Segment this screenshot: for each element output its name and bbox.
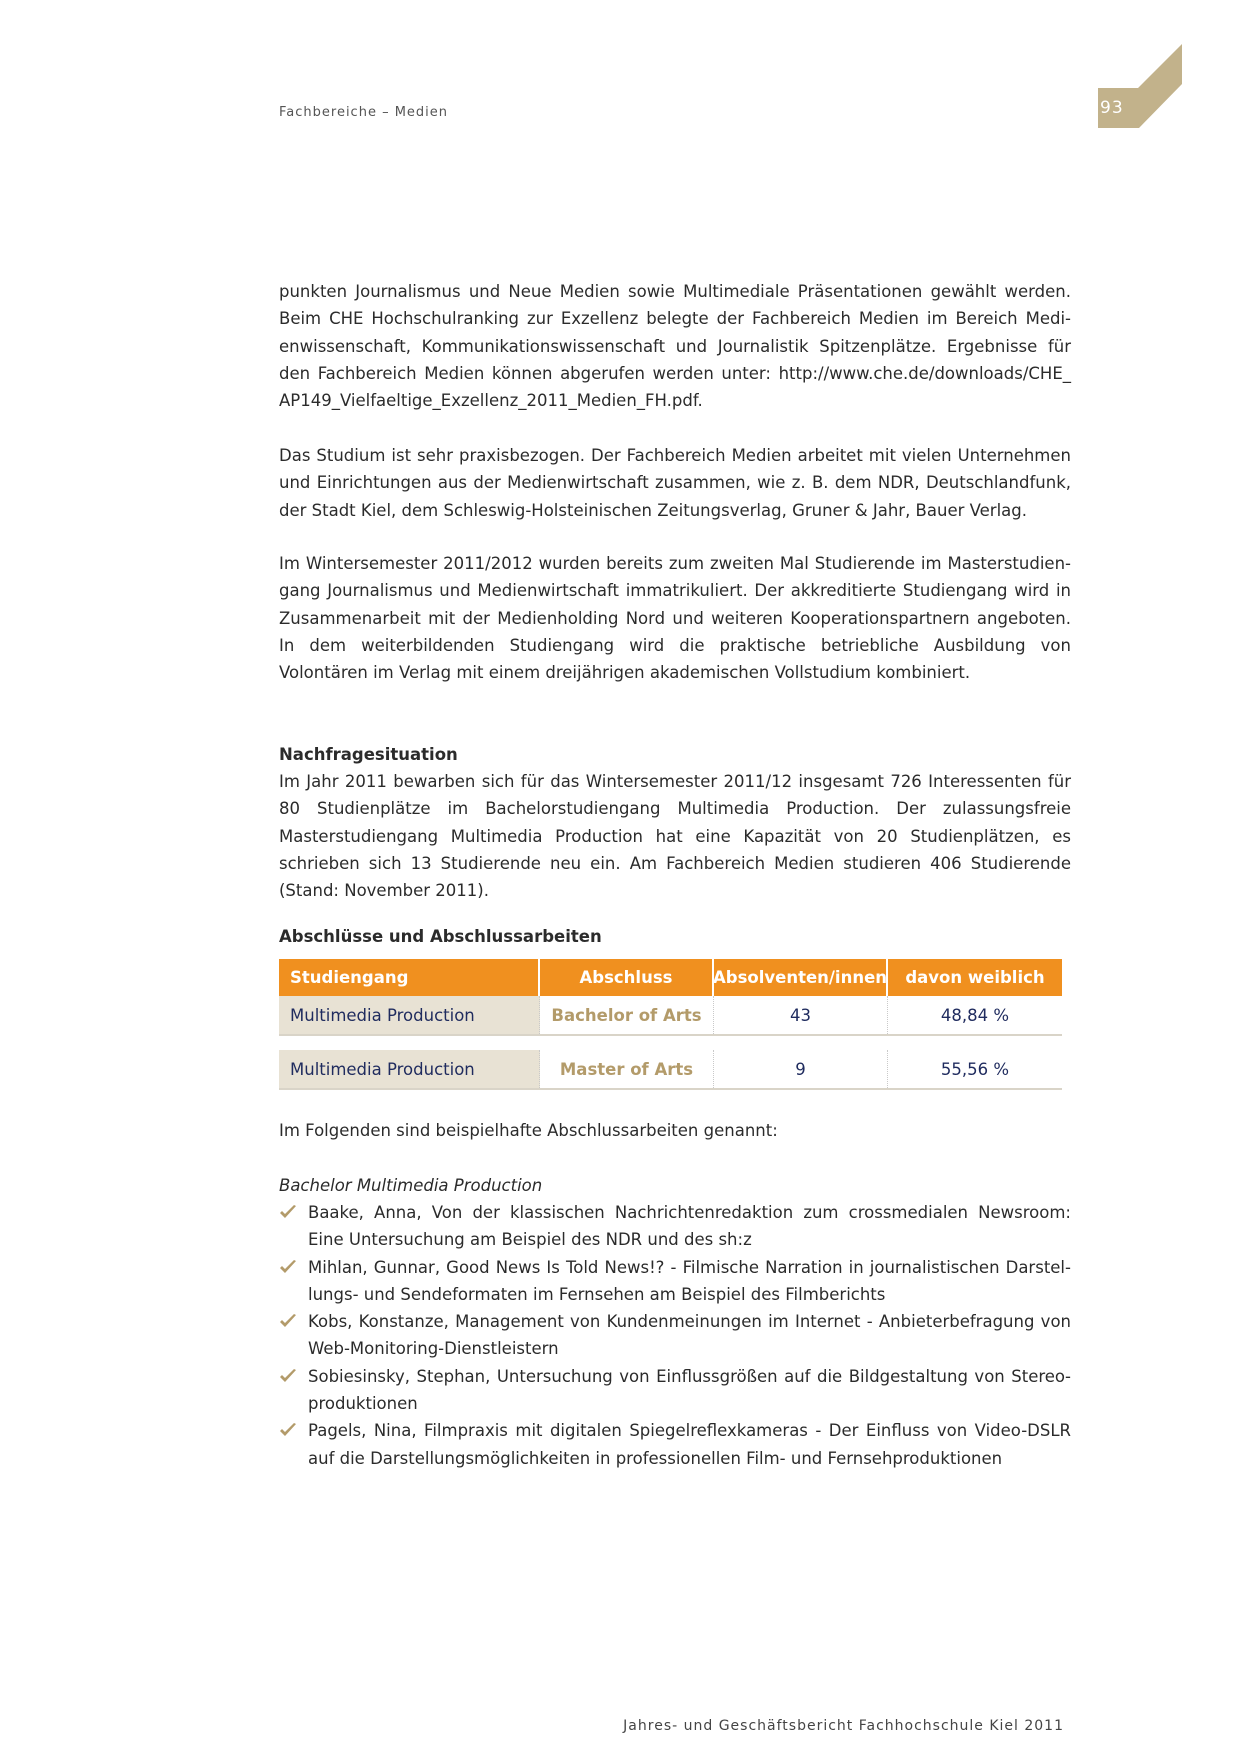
cell-weiblich: 55,56 % xyxy=(888,1050,1062,1088)
table-header-row xyxy=(279,959,1062,996)
thesis-text: Mihlan, Gunnar, Good News Is Told News!? - Filmische Narration in journalistischen Darstellungs- und Sendeformaten im Fernsehen am Beispiel des Filmberichts xyxy=(308,1257,1071,1304)
thesis-text: Sobiesinsky, Stephan, Untersuchung von Einflussgrößen auf die Bildgestaltung von Stereoproduktionen xyxy=(308,1366,1071,1414)
table-row xyxy=(279,996,1062,1036)
cell-abschluss: Bachelor of Arts xyxy=(540,996,714,1034)
list-item xyxy=(279,1199,1071,1254)
check-mark-icon xyxy=(279,1313,297,1329)
column-header-weiblich: davon weiblich xyxy=(888,959,1062,996)
graduates-table xyxy=(279,959,1062,1090)
column-header-abschluss: Abschluss xyxy=(540,959,714,996)
theses-list xyxy=(279,1199,1071,1472)
thesis-text: Pagels, Nina, Filmpraxis mit digitalen Spiegelreflexkameras - Der Einfluss von Video-DSLR auf die Darstellungsmöglichkeiten in professionellen Film- und Fernsehproduktionen xyxy=(308,1421,1071,1468)
paragraph-abschlussarbeiten: Im Folgenden sind beispielhafte Abschlussarbeiten genannt: xyxy=(279,1121,778,1140)
column-header-studiengang: Studiengang xyxy=(279,959,540,996)
paragraph-nachfrage: Im Jahr 2011 bewarben sich für das Wintersemester 2011/12 insgesamt 726 Interessenten für 80 Studienplätze im Bachelorstudiengang Multimedia Production. Der zulassungsfreie Masterstudiengang Multimedia Production hat eine Kapazität von 20 Studienplätzen, es schrieben sich 13 Studierende neu ein. Am Fachbereich Medien studieren 406 Studierende (Stand: November 2011). xyxy=(279,772,1071,901)
column-header-absolventen: Absolventen/innen xyxy=(714,959,888,996)
cell-absolventen: 43 xyxy=(714,996,888,1034)
cell-studiengang: Multimedia Production xyxy=(279,1050,540,1088)
heading-abschluesse: Abschlüsse und Abschlussarbeiten xyxy=(279,927,602,946)
list-item xyxy=(279,1254,1071,1309)
thesis-text: Kobs, Konstanze, Management von Kundenmeinungen im Internet - Anbieterbefragung von Web-Monitoring-Dienstleistern xyxy=(308,1312,1071,1359)
check-mark-icon xyxy=(279,1204,297,1220)
check-mark-icon xyxy=(279,1368,297,1384)
list-item xyxy=(279,1308,1071,1363)
paragraph-master: Im Wintersemester 2011/2012 wurden bereits zum zweiten Mal Studierende im Masterstudiengang Journalismus und Medienwirtschaft immatrikuliert. Der akkreditierte Studiengang wird in Zusammenarbeit mit der Medienholding Nord und weiteren Kooperationspartnern angeboten. In dem weiterbildenden Studiengang wird die praktische betriebliche Ausbildung von Volontären im Verlag mit einem dreijährigen akademischen Vollstudium kombiniert. xyxy=(279,554,1071,683)
table-row xyxy=(279,1050,1062,1090)
check-mark-icon xyxy=(279,1422,297,1438)
cell-abschluss: Master of Arts xyxy=(540,1050,714,1088)
running-footer: Jahres- und Geschäftsbericht Fachhochschule Kiel 2011 xyxy=(623,1718,1064,1734)
thesis-text: Baake, Anna, Von der klassischen Nachrichtenredaktion zum crossmedialen Newsroom: Eine Untersuchung am Beispiel des NDR und des sh:z xyxy=(308,1203,1071,1250)
cell-absolventen: 9 xyxy=(714,1050,888,1088)
list-item xyxy=(279,1363,1071,1418)
list-item xyxy=(279,1417,1071,1472)
page-number: 93 xyxy=(1100,98,1124,118)
heading-nachfragesituation: Nachfragesituation xyxy=(279,745,458,764)
paragraph-praxis: Das Studium ist sehr praxisbezogen. Der Fachbereich Medien arbeitet mit vielen Unternehmen und Einrichtungen aus der Medienwirtschaft zusammen, wie z. B. dem NDR, Deutschlandfunk, der Stadt Kiel, dem Schleswig-Holsteinischen Zeitungsverlag, Gruner & Jahr, Bauer Verlag. xyxy=(279,446,1071,520)
running-header: Fachbereiche – Medien xyxy=(279,105,449,120)
subheading-bachelor: Bachelor Multimedia Production xyxy=(279,1176,543,1195)
paragraph-ranking: punkten Journalismus und Neue Medien sowie Multimediale Präsentationen gewählt werden. Beim CHE Hochschulranking zur Exzellenz belegte der Fachbereich Medien im Bereich Medienwissenschaft, Kommunikationswissenschaft und Journalistik Spitzenplätze. Ergebnisse für den Fachbereich Medien können abgerufen werden unter: http://www.che.de/downloads/CHE_ AP149_Vielfaeltige_Exzellenz_2011_Medien_FH.pdf. xyxy=(279,282,1071,411)
cell-studiengang: Multimedia Production xyxy=(279,996,540,1034)
cell-weiblich: 48,84 % xyxy=(888,996,1062,1034)
check-mark-icon xyxy=(279,1259,297,1275)
